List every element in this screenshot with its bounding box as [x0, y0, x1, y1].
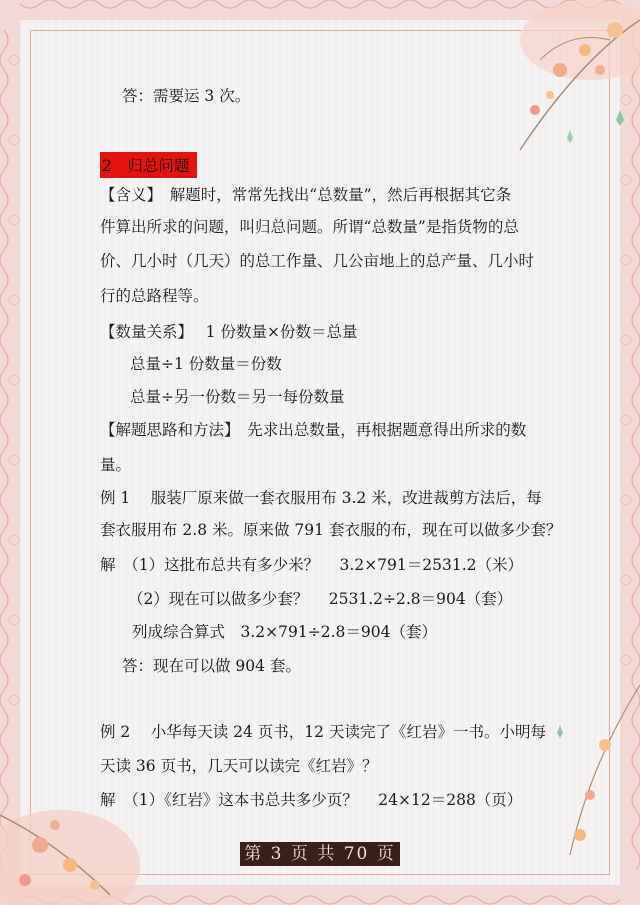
example-1-solution: （2）现在可以做多少套？ 2531.2÷2.8＝904（套）	[128, 590, 513, 608]
example-1-answer: 答：现在可以做 904 套。	[122, 657, 301, 675]
page-number: 第 3 页 共 70 页	[240, 842, 400, 866]
quantity-relation: 【数量关系】 1 份数量×份数＝总量	[100, 323, 358, 341]
meaning-text: 【含义】 解题时，常常先找出“总数量”，然后再根据其它条	[100, 186, 512, 204]
example-1-text: 套衣服用布 2.8 米。原来做 791 套衣服的布，现在可以做多少套？	[100, 521, 562, 539]
example-2-solution: 解 （1）《红岩》这本书总共多少页？ 24×12＝288（页）	[100, 791, 523, 809]
quantity-relation: 总量÷1 份数量＝份数	[130, 355, 282, 373]
example-1-solution: 列成综合算式 3.2×791÷2.8＝904（套）	[132, 623, 437, 641]
meaning-text: 行的总路程等。	[100, 287, 209, 305]
example-1-solution: 解 （1）这批布总共有多少米？ 3.2×791＝2531.2（米）	[100, 556, 523, 574]
example-1-text: 例 1 服装厂原来做一套衣服用布 3.2 米，改进裁剪方法后，每	[100, 489, 542, 507]
method-text: 【解题思路和方法】 先求出总数量，再根据题意得出所求的数	[100, 421, 527, 439]
answer-line: 答：需要运 3 次。	[122, 87, 251, 105]
example-2-text: 天读 36 页书，几天可以读完《红岩》？	[100, 757, 378, 775]
section-heading: 2 归总问题	[100, 152, 197, 178]
method-text: 量。	[100, 456, 132, 474]
quantity-relation: 总量÷另一份数＝另一每份数量	[130, 388, 345, 406]
meaning-text: 件算出所求的问题，叫归总问题。所谓“总数量”是指货物的总	[100, 218, 519, 236]
example-2-text: 例 2 小华每天读 24 页书，12 天读完了《红岩》一书。小明每	[100, 723, 546, 741]
meaning-text: 价、几小时（几天）的总工作量、几公亩地上的总产量、几小时	[100, 252, 535, 270]
